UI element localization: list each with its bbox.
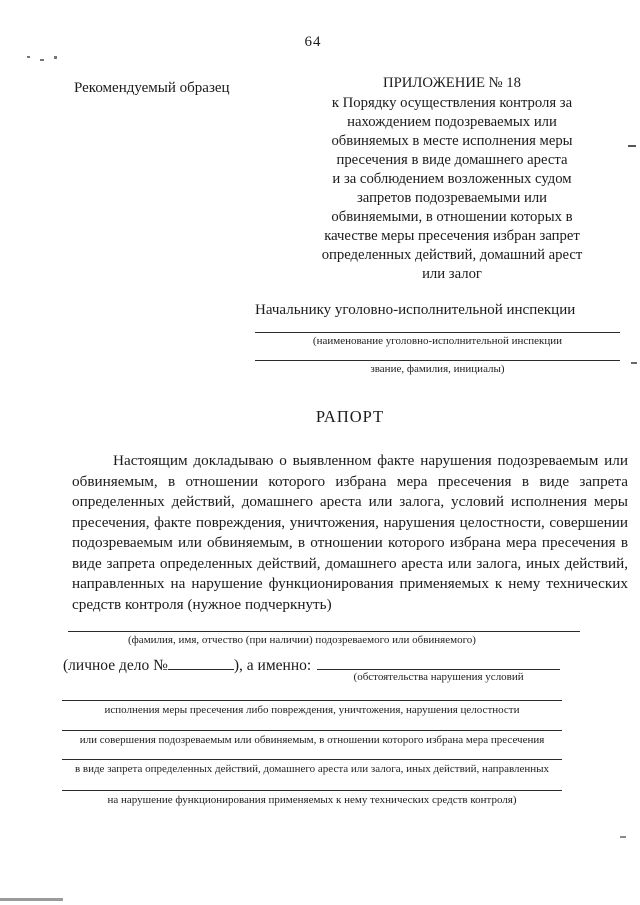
addressee-caption-1: (наименование уголовно-исполнительной инспекции [312, 335, 563, 347]
recommended-sample-label: Рекомендуемый образец [74, 80, 230, 96]
continuation-caption: в виде запрета определенных действий, домашнего ареста или залога, иных действий, направленных [74, 763, 550, 775]
addressee-block [255, 302, 620, 375]
appendix-subtitle-line: или залог [422, 266, 482, 282]
scan-artifact [628, 145, 636, 147]
write-in-line [255, 332, 620, 333]
circumstances-blank [317, 652, 560, 683]
name-write-in-row [68, 631, 580, 646]
appendix-subtitle-line: качестве меры пресечения избран запрет [324, 228, 580, 244]
continuation-write-in-row [62, 790, 562, 806]
continuation-caption: или совершения подозреваемым или обвиняемым, в отношении которого избрана мера пресечения [79, 734, 545, 746]
scan-edge-bar [0, 898, 63, 901]
appendix-subtitle-line: и за соблюдением возложенных судом [332, 171, 572, 187]
name-caption: (фамилия, имя, отчество (при наличии) подозреваемого или обвиняемого) [128, 634, 476, 646]
continuation-write-in-row [62, 730, 562, 746]
personal-file-prefix: (личное дело № [63, 657, 168, 674]
appendix-subtitle-line: к Порядку осуществления контроля за [331, 95, 573, 111]
write-in-line [255, 360, 620, 361]
continuation-caption: исполнения меры пресечения либо повреждения, уничтожения, нарушения целостности [104, 704, 520, 716]
appendix-subtitle-line: обвиняемыми, в отношении которых в [331, 209, 573, 225]
addressee-title: Начальнику уголовно-исполнительной инспекции [255, 302, 576, 318]
appendix-subtitle-line: пресечения в виде домашнего ареста [336, 152, 568, 168]
appendix-subtitle-line: нахождением подозреваемых или [347, 114, 557, 130]
personal-file-number-blank [168, 652, 234, 670]
appendix-subtitle-line: определенных действий, домашний арест [321, 247, 583, 263]
report-body-paragraph: Настоящим докладываю о выявленном факте нарушения подозреваемым или обвиняемым, в отношении которого избрана мера пресечения в виде запрета определенных действий, домашнего ареста или залога, условий исполнения меры пресечения, факте повреждения, уничтожения, нарушения целостности, совершении подозреваемым или обвиняемым, в отношении которого избрана мера пресечения в виде запрета определенных действий, домашнего ареста или залога, иных действий, направленных на нарушение функционирования применяемых к нему технических средств контроля (нужное подчеркнуть) [72, 452, 628, 613]
page-number: 64 [304, 34, 322, 50]
appendix-header [278, 74, 626, 284]
report-title: РАПОРТ [315, 407, 385, 426]
personal-file-row [63, 652, 560, 683]
scan-speck [40, 59, 44, 61]
continuation-write-in-row [62, 759, 562, 775]
scan-speck [27, 56, 30, 58]
continuation-write-in-row [62, 700, 562, 716]
circumstances-caption: (обстоятельства нарушения условий [353, 671, 524, 683]
scan-artifact [620, 836, 626, 838]
appendix-subtitle-line: запретов подозреваемыми или [356, 190, 548, 206]
addressee-caption-2: звание, фамилия, инициалы) [370, 363, 505, 375]
appendix-title: ПРИЛОЖЕНИЕ № 18 [383, 75, 521, 91]
scan-artifact [631, 362, 637, 364]
appendix-subtitle-line: обвиняемых в месте исполнения меры [331, 133, 573, 149]
personal-file-suffix: ), а именно: [233, 657, 312, 674]
continuation-caption: на нарушение функционирования применяемых к нему технических средств контроля) [107, 794, 517, 806]
scan-speck [54, 56, 57, 59]
